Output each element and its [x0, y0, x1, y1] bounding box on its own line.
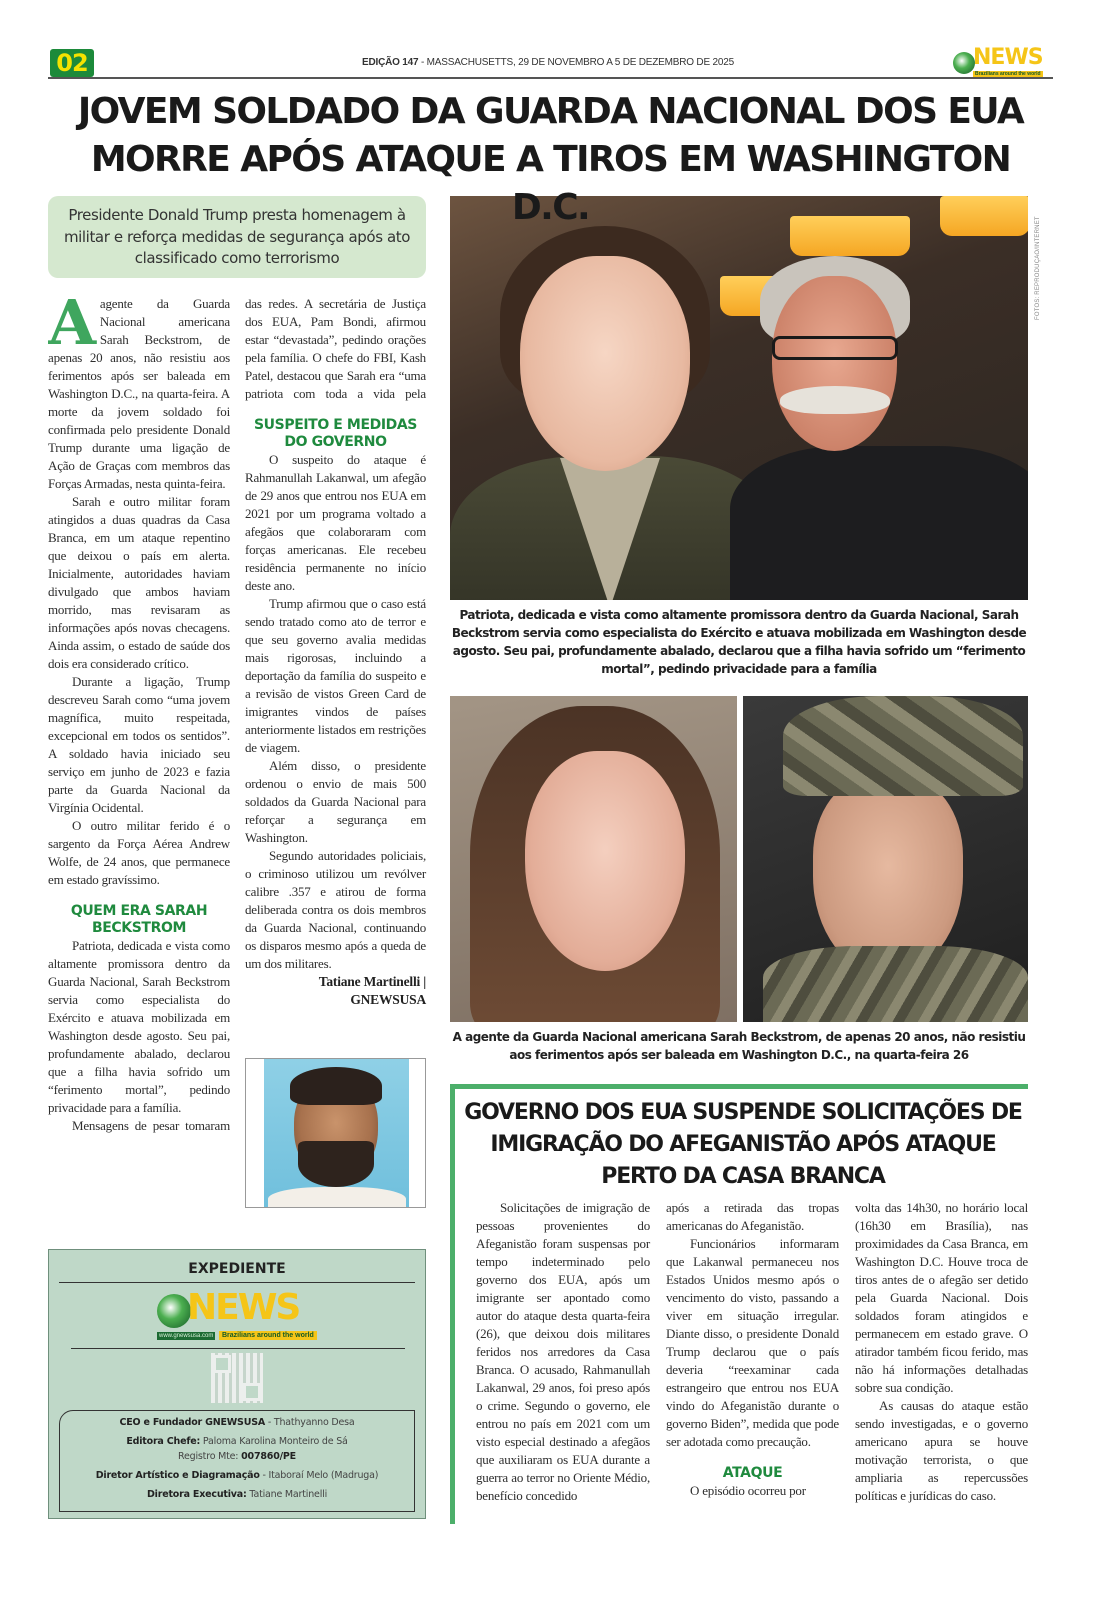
credit-exec-director: Diretora Executiva: Tatiane Martinelli	[146, 1489, 328, 1500]
drop-cap: A	[48, 295, 96, 359]
credit-editor: Editora Chefe: Paloma Karolina Monteiro de Sá	[126, 1436, 348, 1447]
paragraph: Patriota, dedicada e vista como altamente promissora dentro da Guarda Nacional, Sarah Beckstrom servia como especialista do Exército e atuava mobilizada em Washington desde agosto. Seu pai, profundamente abalado, declarou que a filha havia sofrido um “ferimento mortal”, pedindo privacidade para a família.	[48, 938, 230, 1115]
logo-text: NEWS	[187, 1287, 300, 1328]
subhead-quem-era: QUEM ERA SARAH BECKSTROM	[70, 903, 208, 936]
paragraph-continuation: após a retirada das tropas americanas do Afeganistão.	[666, 1200, 839, 1233]
qr-code-icon[interactable]	[211, 1353, 263, 1403]
byline-name: Tatiane Martinelli |	[318, 974, 426, 989]
article-column-2	[245, 295, 426, 1009]
subtitle-box: Presidente Donald Trump presta homenagem à militar e reforça medidas de segurança após ato classificado como terrorismo	[48, 196, 426, 278]
expediente-title: EXPEDIENTE	[59, 1260, 415, 1283]
paragraph: O outro militar ferido é o sargento da Força Aérea Andrew Wolfe, de 24 anos, que permanece em estado gravíssimo.	[48, 818, 230, 887]
article-2-column-1	[476, 1199, 650, 1505]
photo-sarah-and-father	[450, 196, 1028, 600]
gnews-logo	[953, 47, 1053, 77]
globe-icon	[157, 1294, 191, 1328]
photo-sarah-uniform	[743, 696, 1028, 1022]
edition-line	[328, 57, 768, 68]
edition-label: EDIÇÃO 147	[362, 57, 419, 68]
paragraph: Trump afirmou que o caso está sendo tratado como ato de terror e que seu governo avalia medidas mais rigorosas, incluindo a deportação da família do suspeito e a revisão de vistos Green Card de imigrantes vindos de países anteriormente listados em restrições de viagem.	[245, 596, 426, 755]
byline-outlet: GNEWSUSA	[350, 992, 426, 1007]
paragraph: Durante a ligação, Trump descreveu Sarah como “uma jovem magnífica, muito respeitada, excepcional em todos os sentidos”. A soldado havia iniciado seu serviço em junho de 2023 e fazia parte da Guarda Nacional da Virgínia Ocidental.	[48, 674, 230, 815]
staff-credits	[59, 1410, 415, 1512]
suspect-photo	[245, 1058, 426, 1208]
expediente-logo	[157, 1287, 322, 1344]
photo-caption-1: Patriota, dedicada e vista como altamente promissora dentro da Guarda Nacional, Sarah Beckstrom servia como especialista do Exército e atuava mobilizada em Washington desde agosto. Seu pai, profundamente abalado, declarou que a filha havia sofrido um “ferimento mortal”, pedindo privacidade para a família	[451, 608, 1027, 676]
paragraph: Sarah e outro militar foram atingidos a duas quadras da Casa Branca, em um ataque repentino que deixou o país em alerta. Inicialmente, autoridades haviam divulgado que ambos haviam morrido, mas revisaram as informações após novas checagens. Ainda assim, o estado de saúde dos dois era considerado crítico.	[48, 494, 230, 671]
logo-tagline: Brazilians around the world	[975, 71, 1041, 77]
credit-ceo: CEO e Fundador GNEWSUSA - Thathyanno Desa	[119, 1417, 355, 1428]
divider	[71, 1348, 405, 1349]
paragraph: Além disso, o presidente ordenou o envio de mais 500 soldados da Guarda Nacional para reforçar a segurança em Washington.	[245, 758, 426, 845]
logo-tagline: Brazilians around the world	[219, 1331, 317, 1340]
lead-paragraph: A agente da Guarda Nacional americana Sarah Beckstrom, de apenas 20 anos, não resistiu aos ferimentos após ser baleada em Washington D.C., na quarta-feira. A morte da jovem soldado foi confirmada pelo presidente Donald Trump durante uma ligação de Ação de Graças com membros das Forças Armadas, nesta quinta-feira.	[48, 295, 230, 491]
article-column-1	[48, 295, 230, 1235]
paragraph-start: Mensagens de pesar tomaram	[72, 1118, 230, 1133]
article-2-column-2	[666, 1199, 839, 1500]
paragraph: Segundo autoridades policiais, o criminoso utilizou um revólver calibre .357 e atirou de forma deliberada contra os dois membros da Guarda Nacional, continuando os disparos mesmo após a queda de um dos militares.	[245, 848, 426, 971]
main-headline: JOVEM SOLDADO DA GUARDA NACIONAL DOS EUA MORRE APÓS ATAQUE A TIROS EM WASHINGTON D.C.	[77, 91, 1024, 228]
paragraph: O suspeito do ataque é Rahmanullah Lakanwal, um afegão de 29 anos que entrou nos EUA em 2021 por um programa voltado a afegãos que colaboraram com forças americanas. Ele recebeu residência permanente no início deste ano.	[245, 452, 426, 593]
photo-credit: FOTOS: REPRODUÇÃO/INTERNET	[1035, 216, 1041, 320]
expediente-box	[48, 1249, 426, 1519]
photo-sarah-selfie	[450, 696, 737, 1022]
photo-caption-2: A agente da Guarda Nacional americana Sarah Beckstrom, de apenas 20 anos, não resistiu aos ferimentos após ser baleada em Washington D.C., na quarta-feira 26	[452, 1030, 1026, 1062]
paragraph: O episódio ocorreu por	[690, 1483, 806, 1498]
credit-registro: Registro Mte: 007860/PE	[178, 1451, 296, 1462]
globe-icon	[953, 52, 975, 74]
page-header	[48, 47, 1053, 79]
paragraph-continuation: volta das 14h30, no horário local (16h30 em Brasília), nas proximidades da Casa Branca, em Washington D.C. Houve troca de tiros antes de o afegão ser detido pela Guarda Nacional. Dois soldados foram atingidos e permanecem em estado grave. O atirador também ficou ferido, mas não há informações detalhadas sobre sua condição.	[855, 1200, 1028, 1395]
page-number: 02	[50, 49, 94, 77]
logo-text: NEWS	[973, 45, 1043, 70]
paragraph: As causas do ataque estão sendo investigadas, e o governo americano apura se houve motivação terrorista, o que ampliaria as repercussões políticas e jurídicas do caso.	[855, 1398, 1028, 1503]
article-2-column-3	[855, 1199, 1028, 1505]
subhead-suspeito: SUSPEITO E MEDIDAS DO GOVERNO	[254, 417, 417, 450]
edition-date: - MASSACHUSETTS, 29 DE NOVEMBRO A 5 DE DEZEMBRO DE 2025	[418, 57, 734, 68]
article-2-headline: GOVERNO DOS EUA SUSPENDE SOLICITAÇÕES DE IMIGRAÇÃO DO AFEGANISTÃO APÓS ATAQUE PERTO DA CASA BRANCA	[464, 1100, 1022, 1189]
credit-art-director: Diretor Artístico e Diagramação - Itaboraí Melo (Madruga)	[95, 1470, 379, 1481]
paragraph: Funcionários informaram que Lakanwal permaneceu nos Estados Unidos mesmo após o vencimento do visto, passando a viver em situação irregular. Diante disso, o presidente Donald Trump declarou que o país deveria “reexaminar cada estrangeiro que entrou nos EUA vindo do Afeganistão durante o governo Biden”, medida que pode ser adotada como precaução.	[666, 1236, 839, 1449]
paragraph: Solicitações de imigração de pessoas provenientes do Afeganistão foram suspensas por tempo indeterminado pelo governo dos EUA, após um imigrante ser apontado como autor do ataque desta quarta-feira (26), que deixou dois militares feridos nos arredores da Casa Branca. O acusado, Rahmanullah Lakanwal, 29 anos, foi preso após o crime. Segundo o governo, ele entrou no país em 2021 com um visto especial destinado a afegãos que auxiliaram os EUA durante a guerra ao terror no Oriente Médio, benefício concedido	[476, 1200, 650, 1503]
subhead-ataque: ATAQUE	[722, 1465, 783, 1481]
logo-url[interactable]: www.gnewsusa.com	[159, 1333, 214, 1339]
paragraph-continuation: das redes. A secretária de Justiça dos EUA, Pam Bondi, afirmou estar “devastada”, pedindo orações pela família. O chefe do FBI, Kash Patel, destacou que Sarah era “uma patriota com toda a vida pela	[245, 296, 426, 401]
